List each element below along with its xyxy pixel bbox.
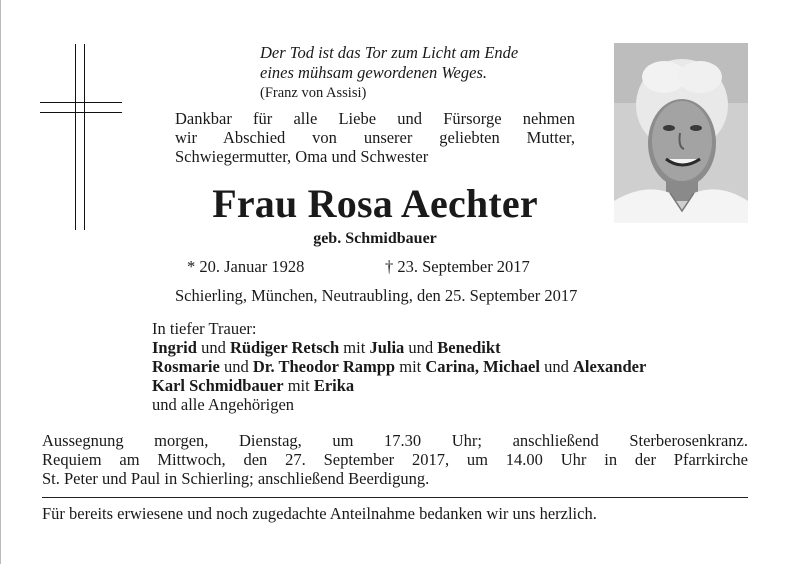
mourner-row: [152, 338, 752, 357]
service-line: Aussegnung morgen, Dienstag, um 17.30 Uhr; anschließend Sterberosenkranz.: [42, 431, 748, 450]
mourner-name: Benedikt: [437, 338, 501, 357]
mourners-block: [152, 319, 752, 414]
service-details: [42, 431, 748, 488]
life-dates: [175, 257, 575, 277]
mourner-name: Rosmarie: [152, 357, 220, 376]
mourner-row: [152, 376, 752, 395]
cross-icon: [40, 44, 122, 230]
motto-line: eines mühsam gewordenen Weges.: [260, 63, 487, 82]
place-and-date: Schierling, München, Neutraubling, den 25. September 2017: [175, 286, 578, 305]
service-line: St. Peter und Paul in Schierling; anschließend Beerdigung.: [42, 469, 430, 488]
connector: und: [539, 357, 573, 376]
mourner-name: Carina, Michael: [425, 357, 540, 376]
mourner-name: Ingrid: [152, 338, 197, 357]
thanks-text: Für bereits erwiesene und noch zugedachte Anteilnahme bedanken wir uns herzlich.: [42, 504, 597, 523]
deceased-name: Frau Rosa Aechter: [212, 181, 538, 226]
birth-date: * 20. Januar 1928: [187, 257, 305, 276]
motto-author: (Franz von Assisi): [260, 85, 367, 101]
mourner-name: Alexander: [572, 357, 647, 376]
mourner-name: Erika: [313, 376, 355, 395]
mourner-row: [152, 357, 752, 376]
connector: und: [196, 338, 230, 357]
portrait-photo: [614, 43, 748, 223]
motto-line: Der Tod ist das Tor zum Licht am Ende: [260, 43, 519, 62]
connector: mit: [339, 338, 370, 357]
intro-text: [175, 109, 575, 166]
intro-line: Dankbar für alle Liebe und Fürsorge nehmen: [175, 109, 575, 128]
connector: und: [404, 338, 438, 357]
connector: und: [219, 357, 253, 376]
mourner-name: Dr. Theodor Rampp: [252, 357, 396, 376]
mourner-name: Rüdiger Retsch: [229, 338, 340, 357]
intro-line: wir Abschied von unserer geliebten Mutter,: [175, 128, 575, 147]
border-line: [0, 0, 1, 564]
death-date: † 23. September 2017: [385, 257, 530, 276]
mourner-name: Karl Schmidbauer: [152, 376, 284, 395]
maiden-name: geb. Schmidbauer: [313, 230, 437, 247]
intro-line: Schwiegermutter, Oma und Schwester: [175, 147, 429, 166]
motto: [260, 43, 600, 103]
mourner-row: und alle Angehörigen: [152, 395, 295, 414]
portrait-image: [614, 43, 748, 223]
divider: [42, 497, 748, 498]
connector: mit: [395, 357, 426, 376]
mourner-name: Julia: [369, 338, 405, 357]
connector: mit: [283, 376, 314, 395]
mourners-heading: In tiefer Trauer:: [152, 319, 257, 338]
service-line: Requiem am Mittwoch, den 27. September 2017, um 14.00 Uhr in der Pfarrkirche: [42, 450, 748, 469]
